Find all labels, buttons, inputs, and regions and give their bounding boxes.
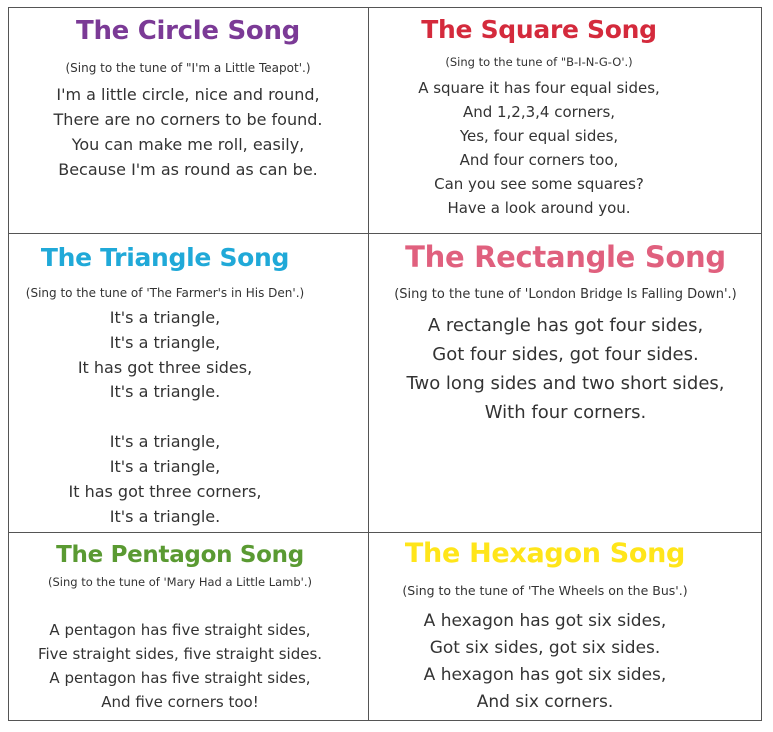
lyric-line: And six corners. [476, 692, 614, 712]
lyric-line: It's a triangle. [109, 506, 221, 526]
grid-divider-row-2 [8, 532, 762, 533]
lyric-line: Got six sides, got six sides. [429, 638, 661, 658]
verse-gap [0, 405, 345, 430]
circle-song-title: The Circle Song [76, 16, 300, 46]
lyric-line: And five corners too! [101, 693, 259, 711]
lyric-line: Can you see some squares? [434, 175, 644, 193]
lyric-line: Two long sides and two short sides, [406, 373, 725, 394]
rectangle-song-card [369, 237, 762, 427]
lyric-line: It has got three sides, [77, 357, 253, 377]
rectangle-song-tune: (Sing to the tune of 'London Bridge Is Falling Down'.) [394, 287, 737, 302]
hexagon-song-tune: (Sing to the tune of 'The Wheels on the Bus'.) [402, 583, 688, 598]
lyric-line: There are no corners to be found. [53, 110, 323, 129]
lyric-line: Yes, four equal sides, [459, 127, 619, 145]
square-song-lyrics [339, 76, 739, 220]
lyric-line: Have a look around you. [447, 199, 631, 217]
hexagon-song-card [345, 536, 745, 716]
circle-song-card [8, 12, 368, 182]
lyric-line: And four corners too, [459, 151, 619, 169]
lyric-line: Got four sides, got four sides. [432, 344, 699, 365]
lyric-line: A hexagon has got six sides, [423, 611, 667, 631]
lyric-line: It's a triangle, [109, 332, 221, 352]
square-song-title: The Square Song [421, 15, 657, 44]
triangle-song-title: The Triangle Song [40, 243, 290, 272]
triangle-song-tune: (Sing to the tune of 'The Farmer's in His Den'.) [25, 286, 305, 300]
lyric-line: I'm a little circle, nice and round, [56, 85, 320, 104]
lyric-line: It has got three corners, [68, 481, 262, 501]
rectangle-song-lyrics [369, 311, 762, 427]
lyric-line: It's a triangle. [109, 382, 221, 402]
rectangle-song-title: The Rectangle Song [405, 240, 726, 274]
square-song-tune: (Sing to the tune of "B-I-N-G-O'.) [445, 55, 633, 69]
lyric-line: A rectangle has got four sides, [427, 315, 704, 336]
lyric-line: With four corners. [484, 402, 647, 423]
lyric-line: Because I'm as round as can be. [58, 160, 318, 179]
lyric-line: A hexagon has got six sides, [423, 665, 667, 685]
triangle-song-lyrics [0, 306, 345, 529]
pentagon-song-lyrics [0, 618, 360, 714]
hexagon-song-lyrics [345, 608, 745, 716]
circle-song-tune: (Sing to the tune of "I'm a Little Teapot'.) [65, 61, 311, 75]
lyric-line: It's a triangle, [109, 456, 221, 476]
lyric-line: Five straight sides, five straight sides. [37, 645, 323, 663]
lyric-line: And 1,2,3,4 corners, [462, 103, 616, 121]
pentagon-song-card [0, 537, 360, 714]
pentagon-song-title: The Pentagon Song [56, 542, 304, 568]
lyric-line: A pentagon has five straight sides, [49, 669, 311, 687]
hexagon-song-title: The Hexagon Song [404, 538, 686, 569]
lyric-line: You can make me roll, easily, [71, 135, 305, 154]
circle-song-lyrics [8, 82, 368, 182]
lyric-line: It's a triangle, [109, 432, 221, 452]
square-song-card [339, 12, 739, 220]
pentagon-song-tune: (Sing to the tune of 'Mary Had a Little Lamb'.) [48, 575, 312, 589]
triangle-song-card [0, 239, 345, 529]
lyric-line: A pentagon has five straight sides, [49, 621, 311, 639]
lyric-line: A square it has four equal sides, [418, 79, 660, 97]
lyric-line: It's a triangle, [109, 308, 221, 327]
grid-divider-row-1 [8, 233, 762, 234]
